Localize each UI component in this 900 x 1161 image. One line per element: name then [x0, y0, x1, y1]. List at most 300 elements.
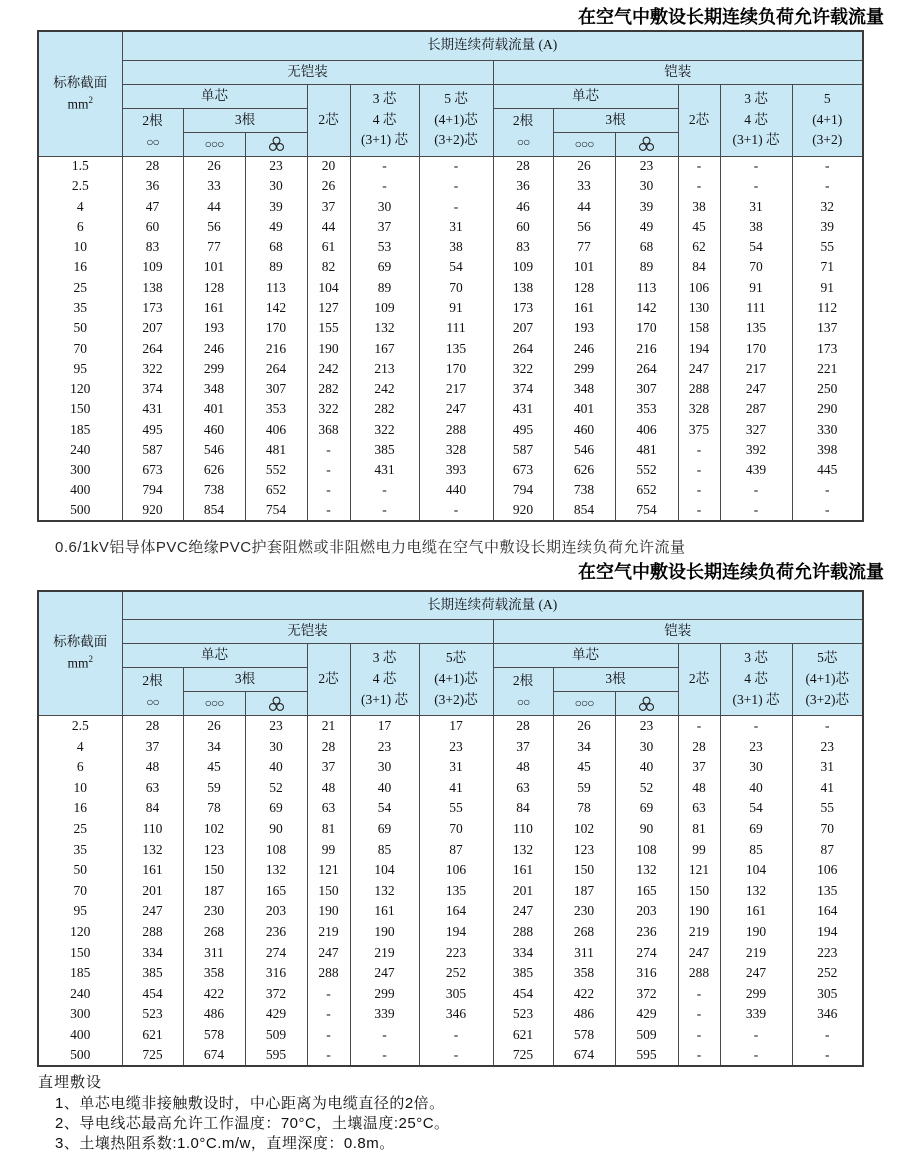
- two-roots-column-header: 2根 ○○: [493, 668, 553, 716]
- value-cell: 52: [615, 778, 678, 799]
- value-cell: 460: [183, 419, 245, 439]
- value-cell: 348: [183, 379, 245, 399]
- value-cell: 330: [792, 419, 863, 439]
- value-cell: 23: [419, 736, 493, 757]
- value-cell: 346: [419, 1004, 493, 1025]
- row-size-cell: 16: [38, 257, 122, 277]
- value-cell: 41: [419, 778, 493, 799]
- value-cell: 135: [792, 881, 863, 902]
- row-size-cell: 25: [38, 278, 122, 298]
- value-cell: 429: [615, 1004, 678, 1025]
- value-cell: 48: [122, 757, 183, 778]
- value-cell: 39: [615, 197, 678, 217]
- value-cell: 69: [615, 798, 678, 819]
- value-cell: 26: [183, 716, 245, 737]
- value-cell: 201: [122, 881, 183, 902]
- table-row: [38, 736, 863, 757]
- value-cell: 28: [493, 716, 553, 737]
- value-cell: 47: [122, 197, 183, 217]
- burial-note-1: 1、单芯电缆非接触敷设时，中心距离为电缆直径的2倍。: [55, 1094, 445, 1112]
- value-cell: 673: [493, 460, 553, 480]
- nominal-section-header: 标称截面 $mm^2$: [38, 31, 122, 156]
- value-cell: 316: [245, 963, 307, 984]
- value-cell: 23: [615, 716, 678, 737]
- value-cell: 247: [419, 399, 493, 419]
- value-cell: 26: [307, 176, 350, 196]
- value-cell: 83: [122, 237, 183, 257]
- value-cell: 372: [615, 984, 678, 1005]
- value-cell: 28: [122, 156, 183, 176]
- two-core-column-header: 2芯: [678, 84, 720, 156]
- value-cell: 38: [720, 217, 792, 237]
- value-cell: 673: [122, 460, 183, 480]
- row-size-cell: 25: [38, 819, 122, 840]
- value-cell: 187: [553, 881, 615, 902]
- value-cell: -: [678, 716, 720, 737]
- value-cell: 106: [678, 278, 720, 298]
- value-cell: 111: [720, 298, 792, 318]
- three-four-core-column-header: 3 芯 4 芯 (3+1) 芯: [350, 84, 419, 156]
- value-cell: 406: [245, 419, 307, 439]
- row-size-cell: 120: [38, 379, 122, 399]
- value-cell: -: [307, 440, 350, 460]
- armored-group-header: 铠装: [493, 60, 863, 84]
- value-cell: 31: [792, 757, 863, 778]
- table-row: [38, 778, 863, 799]
- three-roots-header: 3根: [553, 108, 678, 132]
- value-cell: 401: [553, 399, 615, 419]
- value-cell: 128: [183, 278, 245, 298]
- three-cores-trefoil-icon: [268, 136, 285, 152]
- value-cell: 61: [307, 237, 350, 257]
- value-cell: 54: [720, 237, 792, 257]
- value-cell: 187: [183, 881, 245, 902]
- value-cell: 725: [122, 1045, 183, 1066]
- value-cell: 920: [122, 501, 183, 521]
- value-cell: 84: [122, 798, 183, 819]
- value-cell: 401: [183, 399, 245, 419]
- value-cell: 130: [678, 298, 720, 318]
- value-cell: 39: [792, 217, 863, 237]
- value-cell: 132: [350, 881, 419, 902]
- value-cell: 247: [678, 359, 720, 379]
- value-cell: 738: [183, 480, 245, 500]
- value-cell: 194: [792, 922, 863, 943]
- value-cell: 26: [553, 716, 615, 737]
- three-roots-trefoil-column-header: [245, 692, 307, 716]
- value-cell: 127: [307, 298, 350, 318]
- row-size-cell: 400: [38, 480, 122, 500]
- value-cell: -: [720, 501, 792, 521]
- value-cell: 305: [419, 984, 493, 1005]
- value-cell: 109: [122, 257, 183, 277]
- value-cell: 69: [720, 819, 792, 840]
- value-cell: 41: [792, 778, 863, 799]
- load-capacity-title: 长期连续荷载流量 (A): [122, 31, 863, 60]
- value-cell: 242: [307, 359, 350, 379]
- value-cell: -: [792, 176, 863, 196]
- value-cell: 290: [792, 399, 863, 419]
- value-cell: 393: [419, 460, 493, 480]
- three-roots-flat-column-header: [553, 132, 615, 156]
- value-cell: 78: [553, 798, 615, 819]
- value-cell: 44: [183, 197, 245, 217]
- value-cell: 282: [307, 379, 350, 399]
- value-cell: 54: [350, 798, 419, 819]
- value-cell: 121: [678, 860, 720, 881]
- value-cell: 62: [678, 237, 720, 257]
- table-row: [38, 1045, 863, 1066]
- value-cell: 311: [553, 942, 615, 963]
- value-cell: 82: [307, 257, 350, 277]
- value-cell: -: [678, 984, 720, 1005]
- value-cell: 39: [245, 197, 307, 217]
- value-cell: 170: [419, 359, 493, 379]
- three-cores-row-icon: ○○○: [204, 696, 224, 711]
- value-cell: 40: [245, 757, 307, 778]
- row-size-cell: 300: [38, 460, 122, 480]
- value-cell: 46: [493, 197, 553, 217]
- value-cell: -: [720, 480, 792, 500]
- value-cell: -: [307, 1004, 350, 1025]
- value-cell: 626: [553, 460, 615, 480]
- value-cell: 523: [122, 1004, 183, 1025]
- value-cell: -: [720, 716, 792, 737]
- value-cell: 322: [350, 419, 419, 439]
- value-cell: 307: [245, 379, 307, 399]
- value-cell: -: [678, 480, 720, 500]
- row-size-cell: 120: [38, 922, 122, 943]
- value-cell: 68: [245, 237, 307, 257]
- value-cell: 70: [419, 819, 493, 840]
- value-cell: 132: [122, 839, 183, 860]
- value-cell: 34: [183, 736, 245, 757]
- value-cell: 37: [122, 736, 183, 757]
- value-cell: -: [678, 156, 720, 176]
- two-cores-icon: ○○: [146, 135, 159, 149]
- value-cell: 20: [307, 156, 350, 176]
- value-cell: 55: [419, 798, 493, 819]
- three-cores-trefoil-icon: [638, 696, 655, 712]
- value-cell: 353: [615, 399, 678, 419]
- value-cell: 142: [245, 298, 307, 318]
- value-cell: 375: [678, 419, 720, 439]
- table-row: [38, 359, 863, 379]
- three-cores-row-icon: ○○○: [574, 696, 594, 711]
- value-cell: 63: [307, 798, 350, 819]
- burial-note-2: 2、导电线芯最高允许工作温度：70°C，土壤温度:25°C。: [55, 1114, 450, 1132]
- value-cell: 89: [615, 257, 678, 277]
- table-row: [38, 298, 863, 318]
- value-cell: 161: [183, 298, 245, 318]
- row-size-cell: 35: [38, 298, 122, 318]
- value-cell: -: [307, 460, 350, 480]
- value-cell: 49: [245, 217, 307, 237]
- value-cell: 299: [720, 984, 792, 1005]
- two-core-column-header: 2芯: [678, 644, 720, 716]
- value-cell: 268: [553, 922, 615, 943]
- value-cell: 138: [122, 278, 183, 298]
- three-four-core-column-header: 3 芯 4 芯 (3+1) 芯: [720, 84, 792, 156]
- value-cell: 90: [245, 819, 307, 840]
- value-cell: 392: [720, 440, 792, 460]
- value-cell: 52: [245, 778, 307, 799]
- single-core-header: 单芯: [493, 84, 678, 108]
- value-cell: 170: [615, 318, 678, 338]
- table-row: [38, 901, 863, 922]
- five-core-column-header: 5 芯 (4+1)芯 (3+2)芯: [419, 84, 493, 156]
- value-cell: 252: [792, 963, 863, 984]
- value-cell: 328: [419, 440, 493, 460]
- value-cell: 754: [615, 501, 678, 521]
- value-cell: 45: [678, 217, 720, 237]
- value-cell: -: [307, 480, 350, 500]
- row-size-cell: 10: [38, 778, 122, 799]
- table-row: [38, 480, 863, 500]
- value-cell: 252: [419, 963, 493, 984]
- value-cell: 738: [553, 480, 615, 500]
- value-cell: 201: [493, 881, 553, 902]
- value-cell: 264: [245, 359, 307, 379]
- table-row: [38, 318, 863, 338]
- value-cell: 155: [307, 318, 350, 338]
- value-cell: 247: [678, 942, 720, 963]
- value-cell: 207: [493, 318, 553, 338]
- value-cell: 108: [615, 839, 678, 860]
- row-size-cell: 6: [38, 217, 122, 237]
- value-cell: 128: [553, 278, 615, 298]
- value-cell: 111: [419, 318, 493, 338]
- value-cell: 431: [122, 399, 183, 419]
- value-cell: 69: [245, 798, 307, 819]
- value-cell: 316: [615, 963, 678, 984]
- value-cell: 150: [307, 881, 350, 902]
- value-cell: 587: [493, 440, 553, 460]
- value-cell: 173: [122, 298, 183, 318]
- value-cell: 546: [553, 440, 615, 460]
- value-cell: 523: [493, 1004, 553, 1025]
- value-cell: 217: [720, 359, 792, 379]
- value-cell: -: [419, 501, 493, 521]
- value-cell: -: [350, 501, 419, 521]
- value-cell: 170: [245, 318, 307, 338]
- value-cell: 109: [350, 298, 419, 318]
- row-size-cell: 150: [38, 399, 122, 419]
- two-core-column-header: 2芯: [307, 84, 350, 156]
- value-cell: 288: [678, 379, 720, 399]
- value-cell: 30: [245, 176, 307, 196]
- single-core-header: 单芯: [122, 644, 307, 668]
- current-capacity-table-1: [37, 30, 864, 522]
- value-cell: 99: [307, 839, 350, 860]
- value-cell: 486: [553, 1004, 615, 1025]
- value-cell: -: [307, 1025, 350, 1046]
- table-row: [38, 839, 863, 860]
- value-cell: 385: [350, 440, 419, 460]
- table-row: [38, 860, 863, 881]
- value-cell: 216: [615, 338, 678, 358]
- value-cell: 587: [122, 440, 183, 460]
- row-size-cell: 95: [38, 359, 122, 379]
- value-cell: 40: [615, 757, 678, 778]
- value-cell: 595: [245, 1045, 307, 1066]
- value-cell: 32: [792, 197, 863, 217]
- value-cell: 28: [122, 716, 183, 737]
- table-row: [38, 984, 863, 1005]
- value-cell: 236: [245, 922, 307, 943]
- value-cell: 454: [493, 984, 553, 1005]
- value-cell: 288: [419, 419, 493, 439]
- unarmored-group-header: 无铠装: [122, 620, 493, 644]
- value-cell: 216: [245, 338, 307, 358]
- value-cell: 63: [122, 778, 183, 799]
- value-cell: 246: [183, 338, 245, 358]
- row-size-cell: 6: [38, 757, 122, 778]
- value-cell: 287: [720, 399, 792, 419]
- table-row: [38, 922, 863, 943]
- value-cell: 578: [183, 1025, 245, 1046]
- table-row: [38, 460, 863, 480]
- value-cell: 104: [720, 860, 792, 881]
- value-cell: -: [350, 480, 419, 500]
- value-cell: 91: [720, 278, 792, 298]
- value-cell: 546: [183, 440, 245, 460]
- three-roots-header: 3根: [553, 668, 678, 692]
- value-cell: 794: [493, 480, 553, 500]
- row-size-cell: 2.5: [38, 176, 122, 196]
- table-row: [38, 197, 863, 217]
- value-cell: 37: [307, 197, 350, 217]
- single-core-header: 单芯: [122, 84, 307, 108]
- value-cell: 30: [350, 197, 419, 217]
- value-cell: 132: [493, 839, 553, 860]
- value-cell: -: [792, 480, 863, 500]
- value-cell: 223: [419, 942, 493, 963]
- value-cell: 110: [122, 819, 183, 840]
- value-cell: 754: [245, 501, 307, 521]
- air-laying-title-1: 在空气中敷设长期连续负荷允许载流量: [578, 7, 884, 27]
- value-cell: 28: [678, 736, 720, 757]
- value-cell: 49: [615, 217, 678, 237]
- value-cell: 106: [419, 860, 493, 881]
- value-cell: 109: [493, 257, 553, 277]
- table-row: [38, 338, 863, 358]
- row-size-cell: 10: [38, 237, 122, 257]
- table-row: [38, 716, 863, 737]
- value-cell: 44: [553, 197, 615, 217]
- three-cores-trefoil-icon: [638, 136, 655, 152]
- value-cell: 236: [615, 922, 678, 943]
- value-cell: -: [419, 1025, 493, 1046]
- value-cell: 55: [792, 237, 863, 257]
- value-cell: 33: [553, 176, 615, 196]
- value-cell: 45: [553, 757, 615, 778]
- value-cell: 59: [183, 778, 245, 799]
- three-cores-row-icon: ○○○: [204, 136, 224, 151]
- table-row: [38, 942, 863, 963]
- value-cell: 104: [350, 860, 419, 881]
- value-cell: 440: [419, 480, 493, 500]
- value-cell: 348: [553, 379, 615, 399]
- value-cell: 137: [792, 318, 863, 338]
- value-cell: 60: [493, 217, 553, 237]
- value-cell: 108: [245, 839, 307, 860]
- value-cell: -: [678, 1025, 720, 1046]
- value-cell: -: [678, 501, 720, 521]
- value-cell: 30: [720, 757, 792, 778]
- value-cell: 495: [122, 419, 183, 439]
- three-roots-flat-column-header: [183, 132, 245, 156]
- value-cell: 89: [350, 278, 419, 298]
- value-cell: 495: [493, 419, 553, 439]
- value-cell: 674: [183, 1045, 245, 1066]
- value-cell: 299: [183, 359, 245, 379]
- row-size-cell: 2.5: [38, 716, 122, 737]
- table-row: [38, 757, 863, 778]
- three-cores-row-icon: ○○○: [574, 136, 594, 151]
- table1-container: [0, 30, 900, 522]
- value-cell: 194: [678, 338, 720, 358]
- single-core-header: 单芯: [493, 644, 678, 668]
- value-cell: 422: [553, 984, 615, 1005]
- value-cell: 91: [419, 298, 493, 318]
- value-cell: -: [720, 156, 792, 176]
- value-cell: 165: [615, 881, 678, 902]
- value-cell: 23: [720, 736, 792, 757]
- value-cell: 190: [307, 901, 350, 922]
- value-cell: 339: [350, 1004, 419, 1025]
- value-cell: 135: [419, 338, 493, 358]
- table-row: [38, 963, 863, 984]
- value-cell: 81: [678, 819, 720, 840]
- value-cell: 595: [615, 1045, 678, 1066]
- value-cell: 621: [493, 1025, 553, 1046]
- value-cell: 28: [307, 736, 350, 757]
- value-cell: -: [678, 176, 720, 196]
- value-cell: 247: [720, 379, 792, 399]
- value-cell: 63: [678, 798, 720, 819]
- value-cell: 264: [493, 338, 553, 358]
- value-cell: -: [419, 176, 493, 196]
- value-cell: 652: [615, 480, 678, 500]
- value-cell: 113: [615, 278, 678, 298]
- row-size-cell: 500: [38, 1045, 122, 1066]
- value-cell: -: [350, 156, 419, 176]
- value-cell: 77: [183, 237, 245, 257]
- row-size-cell: 70: [38, 338, 122, 358]
- value-cell: 23: [792, 736, 863, 757]
- nominal-section-header: 标称截面 $mm^2$: [38, 591, 122, 716]
- table-row: [38, 237, 863, 257]
- row-size-cell: 185: [38, 419, 122, 439]
- value-cell: 90: [615, 819, 678, 840]
- two-cores-icon: ○○: [516, 135, 530, 149]
- table-row: [38, 798, 863, 819]
- value-cell: 288: [493, 922, 553, 943]
- value-cell: 374: [493, 379, 553, 399]
- value-cell: 246: [553, 338, 615, 358]
- value-cell: 219: [678, 922, 720, 943]
- row-size-cell: 16: [38, 798, 122, 819]
- value-cell: 99: [678, 839, 720, 860]
- value-cell: 63: [493, 778, 553, 799]
- value-cell: 247: [720, 963, 792, 984]
- value-cell: 250: [792, 379, 863, 399]
- table-row: [38, 819, 863, 840]
- three-roots-flat-column-header: [183, 692, 245, 716]
- value-cell: 509: [615, 1025, 678, 1046]
- three-roots-flat-column-header: [553, 692, 615, 716]
